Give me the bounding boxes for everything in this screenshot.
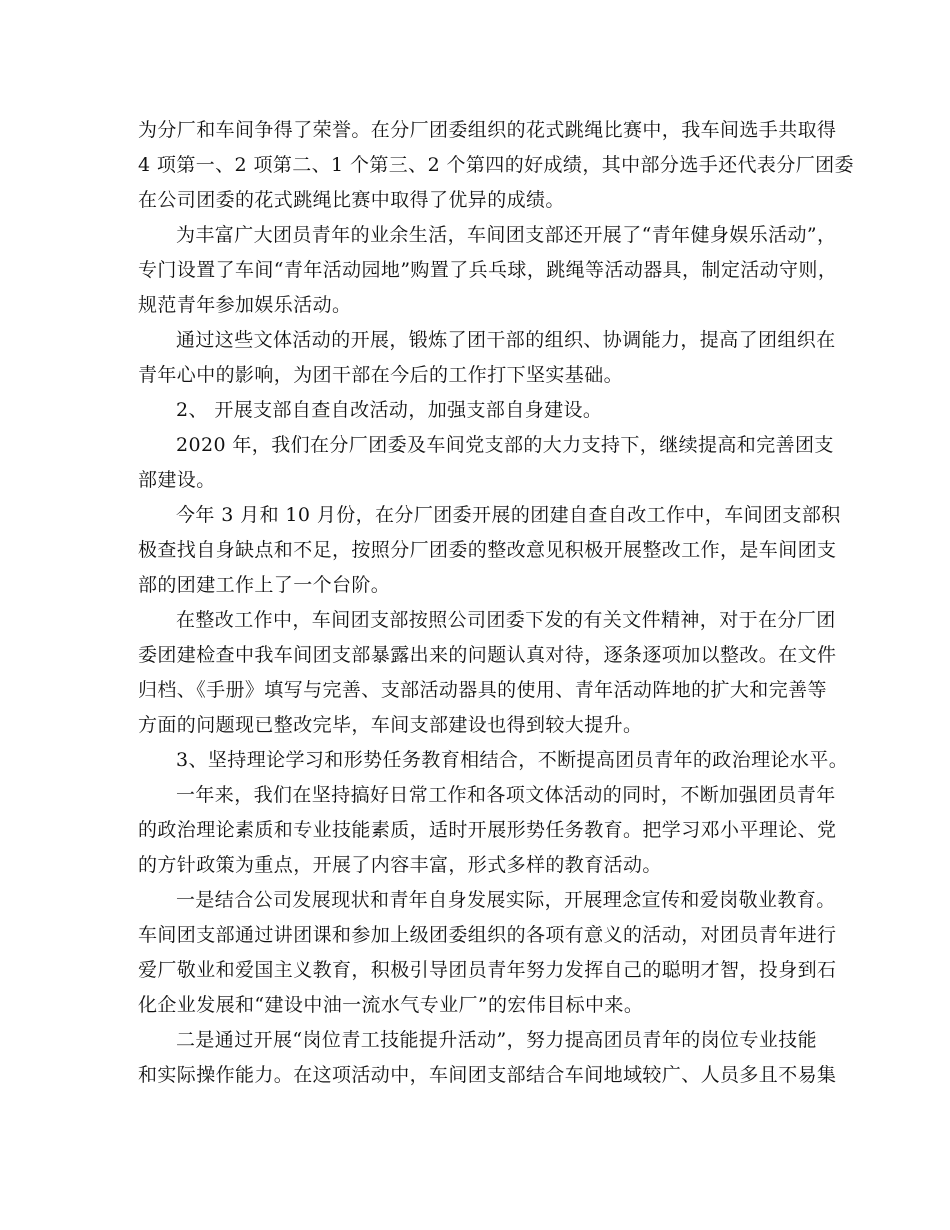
text-line: 为分厂和车间争得了荣誉。在分厂团委组织的花式跳绳比赛中，我车间选手共取得 [138,119,837,141]
text-line: 极查找自身缺点和不足，按照分厂团委的整改意见积极开展整改工作，是车间团支 [138,539,837,561]
text-line: 一是结合公司发展现状和青年自身发展实际，开展理念宣传和爱岗敬业教育。 [176,889,836,911]
text-line: 4 项第一、2 项第二、1 个第三、2 个第四的好成绩，其中部分选手还代表分厂团委 [138,154,854,176]
text-line: 的政治理论素质和专业技能素质，适时开展形势任务教育。把学习邓小平理论、党 [138,819,837,841]
text-line: 2020 年，我们在分厂团委及车间党支部的大力支持下，继续提高和完善团支 [176,434,834,456]
text-line: 一年来，我们在坚持搞好日常工作和各项文体活动的同时，不断加强团员青年 [176,784,836,806]
text-line: 的方针政策为重点，开展了内容丰富，形式多样的教育活动。 [138,854,662,876]
text-line: 和实际操作能力。在这项活动中，车间团支部结合车间地域较广、人员多且不易集 [138,1064,837,1086]
text-line: 通过这些文体活动的开展，锻炼了团干部的组织、协调能力，提高了团组织在 [176,329,836,351]
text-line: 方面的问题现已整改完毕，车间支部建设也得到较大提升。 [138,714,643,736]
text-line: 部建设。 [138,469,216,491]
text-line: 青年心中的影响，为团干部在今后的工作打下坚实基础。 [138,364,624,386]
text-line: 为丰富广大团员青年的业余生活，车间团支部还开展了“青年健身娱乐活动”， [176,224,837,246]
text-line: 2、 开展支部自查自改活动，加强支部自身建设。 [176,399,603,421]
text-line: 爱厂敬业和爱国主义教育，积极引导团员青年努力发挥自己的聪明才智，投身到石 [138,959,837,981]
text-line: 在整改工作中，车间团支部按照公司团委下发的有关文件精神，对于在分厂团 [176,609,836,631]
text-line: 3、坚持理论学习和形势任务教育相结合，不断提高团员青年的政治理论水平。 [176,749,849,771]
text-line: 专门设置了车间“青年活动园地”购置了兵乓球，跳绳等活动器具，制定活动守则， [138,259,838,281]
text-line: 车间团支部通过讲团课和参加上级团委组织的各项有意义的活动，对团员青年进行 [138,924,837,946]
text-line: 委团建检查中我车间团支部暴露出来的问题认真对待，逐条逐项加以整改。在文件 [138,644,837,666]
text-line: 归档、《手册》填写与完善、支部活动器具的使用、青年活动阵地的扩大和完善等 [138,679,827,701]
document-body [138,113,854,1093]
text-line: 今年 3 月和 10 月份，在分厂团委开展的团建自查自改工作中，车间团支部积 [176,504,841,526]
text-line: 二是通过开展“岗位青工技能提升活动”，努力提高团员青年的岗位专业技能 [176,1029,818,1051]
text-line: 规范青年参加娱乐活动。 [138,294,352,316]
text-line: 化企业发展和“建设中油一流水气专业厂”的宏伟目标中来。 [138,994,644,1016]
text-line: 在公司团委的花式跳绳比赛中取得了优异的成绩。 [138,189,565,211]
text-line: 部的团建工作上了一个台阶。 [138,574,391,596]
